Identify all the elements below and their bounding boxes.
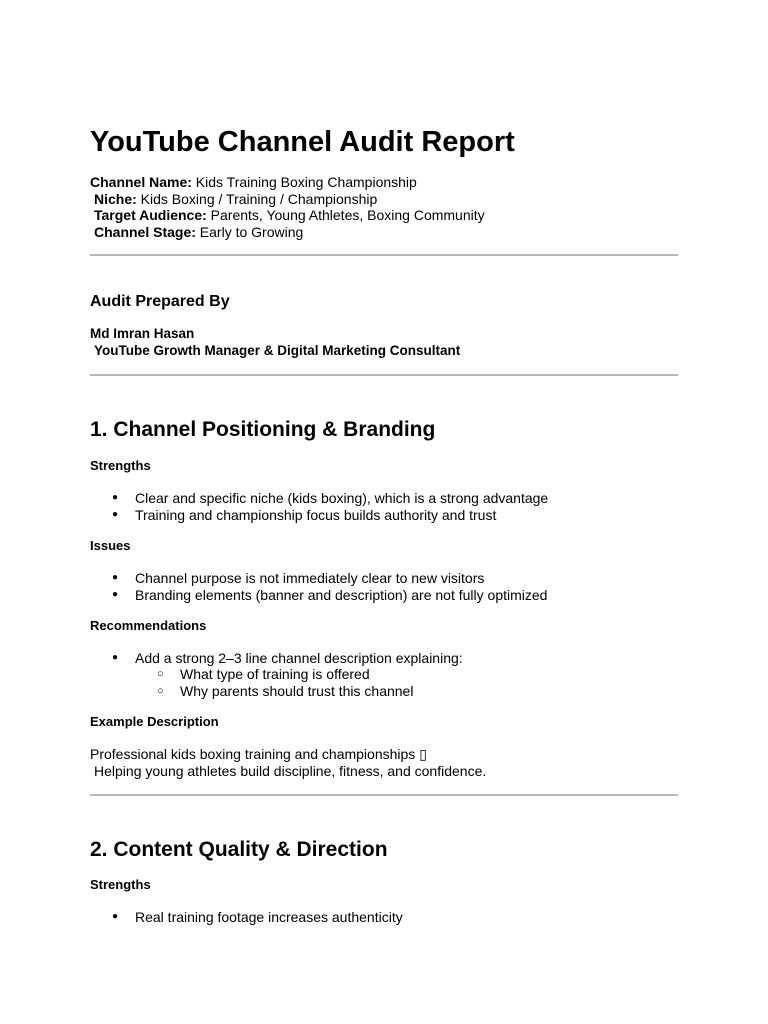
list-item: ● Add a strong 2–3 line channel description explaining:: [90, 650, 463, 667]
example-line-1: Professional kids boxing training and championships ▯: [90, 746, 427, 762]
preparer-role: YouTube Growth Manager & Digital Marketing Consultant: [94, 343, 461, 358]
section1-recommendations-label: Recommendations: [90, 618, 207, 633]
divider: [90, 374, 678, 376]
section1-recommendations-list: [90, 650, 463, 667]
section2-strengths-list: [90, 909, 403, 926]
list-item: ● Branding elements (banner and description) are not fully optimized: [90, 587, 547, 604]
meta-value: Kids Boxing / Training / Championship: [136, 190, 378, 207]
channel-meta: [90, 174, 485, 240]
divider: [90, 254, 678, 256]
section1-strengths-label: Strengths: [90, 458, 151, 473]
meta-label: Niche:: [94, 190, 137, 207]
meta-label: Target Audience:: [94, 207, 207, 223]
preparer-name: Md Imran Hasan: [90, 326, 195, 341]
section1-strengths-list: [90, 490, 548, 523]
list-item: ○ Why parents should trust this channel: [90, 683, 413, 700]
meta-niche: [90, 191, 485, 208]
meta-value: Early to Growing: [195, 223, 304, 240]
section1-example-label: Example Description: [90, 714, 219, 729]
meta-channel-stage: [90, 224, 485, 241]
section1-heading: 1. Channel Positioning & Branding: [90, 418, 436, 441]
example-line-2: Helping young athletes build discipline, fitness, and confidence.: [94, 763, 487, 779]
title-block: [90, 125, 515, 159]
section1-recommendations-sublist: [90, 666, 413, 699]
list-item: ● Clear and specific niche (kids boxing), which is a strong advantage: [90, 490, 548, 507]
meta-label: Channel Stage:: [94, 223, 196, 240]
section2-strengths-label: Strengths: [90, 877, 151, 892]
meta-value: Kids Training Boxing Championship: [191, 174, 417, 190]
list-item: ○ What type of training is offered: [90, 666, 413, 683]
meta-channel-name: [90, 174, 485, 191]
prepared-heading: Audit Prepared By: [90, 293, 230, 310]
list-item: ● Training and championship focus builds authority and trust: [90, 507, 548, 524]
meta-label: Channel Name:: [90, 174, 192, 190]
meta-value: Parents, Young Athletes, Boxing Community: [206, 207, 485, 223]
meta-target-audience: [90, 207, 485, 224]
section1-issues-list: [90, 570, 547, 603]
divider: [90, 794, 678, 796]
section1-issues-label: Issues: [90, 538, 131, 553]
section2-heading: 2. Content Quality & Direction: [90, 838, 388, 861]
list-item: ● Real training footage increases authenticity: [90, 909, 403, 926]
list-item: ● Channel purpose is not immediately clear to new visitors: [90, 570, 547, 587]
document-title: YouTube Channel Audit Report: [90, 126, 515, 158]
